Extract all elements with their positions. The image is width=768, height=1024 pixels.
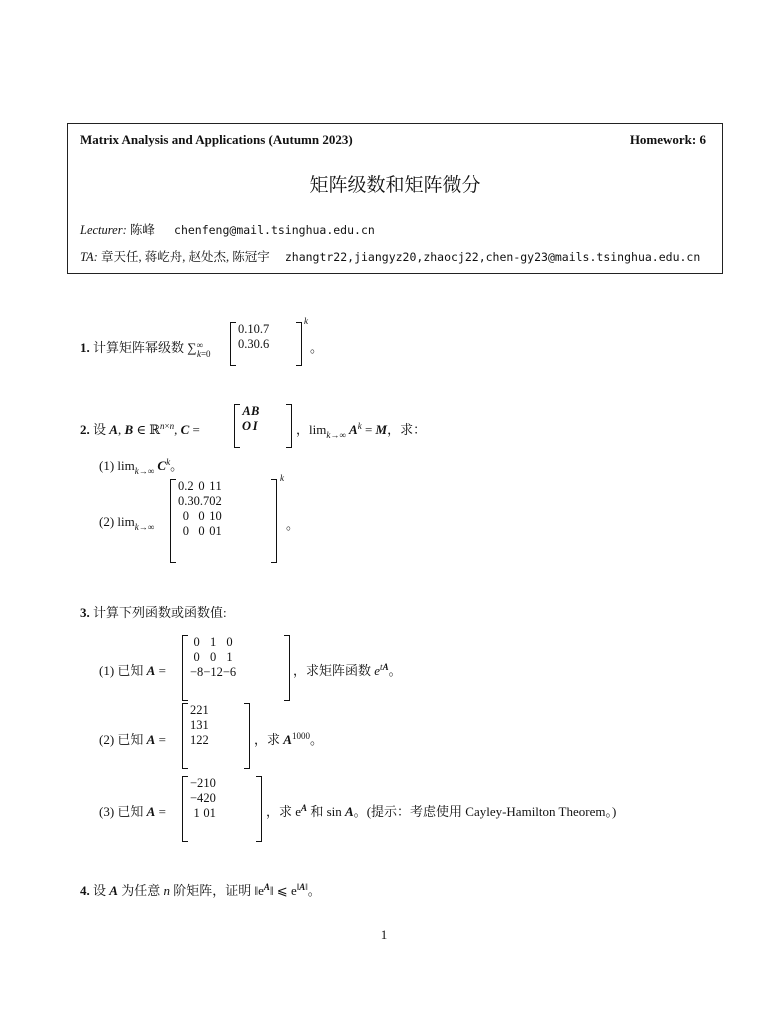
problem-4: 4. 设 A 为任意 n 阶矩阵，证明 $‖e^A‖$ ⩽ $e^{‖A‖}$。 [80, 882, 321, 898]
p1-matrix: 0.1 0.7 0.3 0.6 [230, 322, 302, 366]
ta-emails: zhangtr22,jiangyz20,zhaocj22,chen-gy23@mails.tsinghua.edu.cn [284, 250, 701, 264]
ta-names: 章天任, 蒋屹舟, 赵处杰, 陈冠宇 [100, 250, 270, 264]
course-title: Matrix Analysis and Applications (Autumn 2023) [80, 132, 353, 147]
p3-sub3-matrix: −2 1 0 −4 2 0 1 0 1 [182, 776, 262, 842]
header-box [67, 123, 723, 274]
p3-sub1-matrix: 0 1 0 0 0 1 −8 −12 −6 [182, 635, 290, 701]
p3-sub3: (3) 已知 A = [99, 804, 166, 819]
ta-line [80, 247, 700, 265]
sum-symbol: $\sum^\infty_{k=0}$ [187, 340, 211, 359]
p3-sub2-matrix: 2 2 1 1 3 1 1 2 2 [182, 703, 250, 769]
problem-2: 2. 设 A, B ∈ ℝ$^{n\times n}$, C = [80, 421, 200, 437]
ta-label: TA: [80, 250, 98, 264]
page-number: 1 [380, 927, 388, 942]
problem-number: 1. [80, 340, 90, 355]
p2-sub2: (2) $\lim_{k\to\infty}$ [99, 514, 155, 532]
p2-matrix-4x4: 0.2 0 1 1 0.3 0.7 0 2 0 0 1 0 0 0 0 1 [170, 479, 277, 563]
problem-text: 计算矩阵幂级数 [93, 340, 185, 355]
problem-1 [80, 337, 211, 359]
p3-sub2-tail: ，求 $A^{1000}$。 [254, 731, 323, 747]
p1-end: 。 [310, 340, 324, 355]
lecturer-email: chenfeng@mail.tsinghua.edu.cn [174, 223, 375, 237]
p1-exponent-k: k [304, 316, 308, 326]
p3-sub3-tail: ，求 $e^A$ 和 sin A。(提示：考虑使用 Cayley-Hamilton Theorem。) [266, 803, 617, 819]
lecturer-label: Lecturer: [80, 223, 127, 237]
p2-sub2-end: 。 [286, 517, 300, 532]
lecturer-name: 陈峰 [129, 223, 155, 237]
p3-sub2: (2) 已知 A = [99, 732, 166, 747]
p3-sub1-tail: ，求矩阵函数 $e^{tA}$。 [293, 662, 402, 678]
homework-label: Homework: 6 [629, 132, 706, 147]
p3-sub1: (1) 已知 A = [99, 663, 166, 678]
p2-exponent-k: k [280, 473, 284, 483]
lecturer-line [80, 220, 375, 238]
homework-title: 矩阵级数和矩阵微分 [309, 174, 481, 196]
p2-condition: ，$\lim_{k\to\infty} A^k = M$，求： [296, 421, 427, 440]
p2-C-matrix: A B O I [234, 404, 292, 448]
problem-3: 3. 计算下列函数或函数值: [80, 605, 227, 620]
p2-sub1: (1) $\lim_{k\to\infty} C^k$。 [99, 457, 184, 476]
